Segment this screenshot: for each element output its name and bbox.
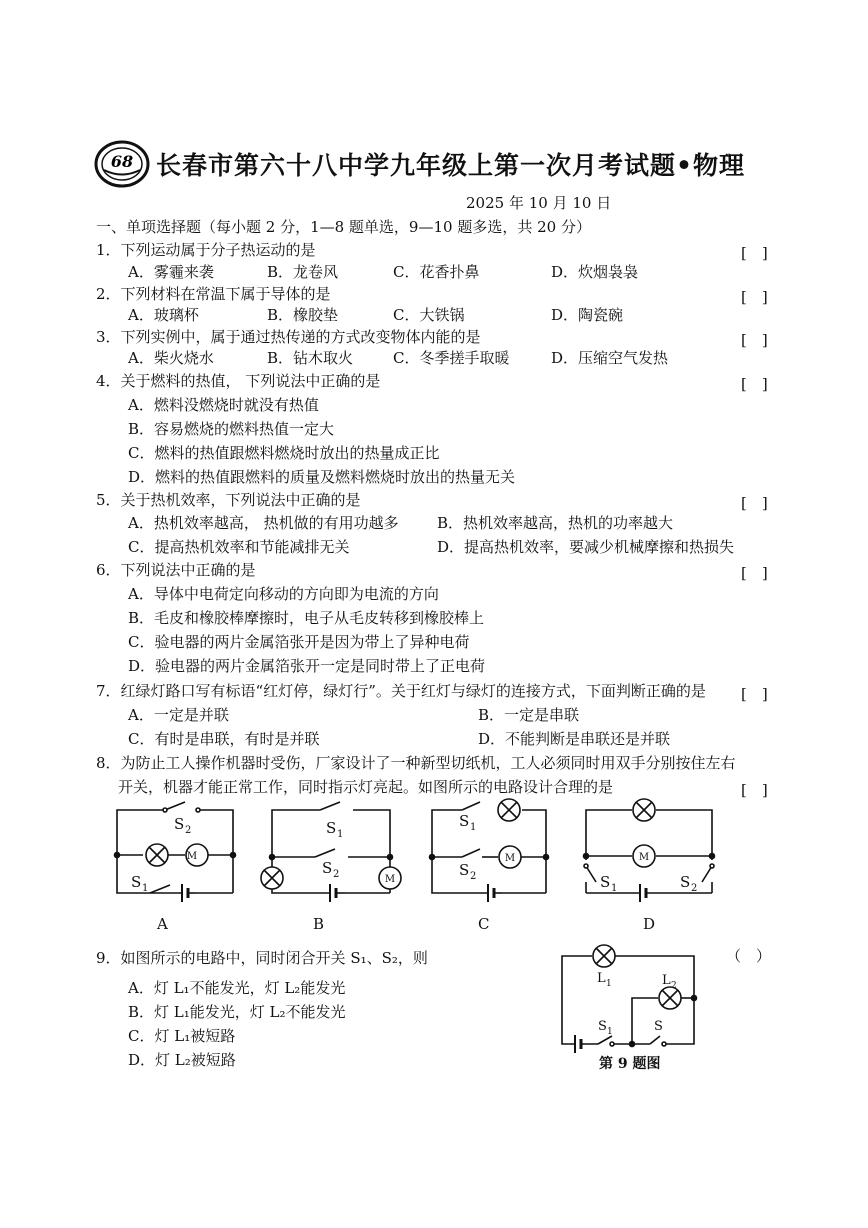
page-title: 长春市第六十八中学九年级上第一次月考试题•物理 (156, 151, 745, 180)
q4-option-b: B．容易燃烧的燃料热值一定大 (128, 420, 335, 438)
svg-text:M: M (186, 851, 198, 862)
q4-option-d: D．燃料的热值跟燃料的质量及燃料燃烧时放出的热量无关 (128, 468, 516, 486)
svg-text:S: S (680, 873, 691, 891)
q6-stem: 6．下列说法中正确的是 (96, 561, 256, 579)
q1-option-a: A．雾霾来袭 (128, 263, 214, 281)
svg-text:2: 2 (671, 981, 677, 991)
q7-option-b: B．一定是串联 (478, 706, 580, 724)
q5-answer-bracket: [ ] (741, 494, 768, 512)
q3-option-c: C．冬季搓手取暖 (393, 349, 510, 367)
q4-answer-bracket: [ ] (741, 375, 768, 393)
q2-stem: 2．下列材料在常温下属于导体的是 (96, 285, 331, 303)
svg-text:M: M (638, 852, 650, 863)
q6-answer-bracket: [ ] (741, 564, 768, 582)
svg-text:1: 1 (607, 1027, 613, 1037)
q9-figure-caption: 第 9 题图 (599, 1056, 661, 1072)
q7-stem: 7．红绿灯路口写有标语“红灯停，绿灯行”。关于红灯与绿灯的连接方式，下面判断正确的是 (96, 682, 706, 700)
q7-option-a: A．一定是并联 (128, 706, 229, 724)
q2-option-d: D．陶瓷碗 (551, 306, 624, 324)
q7-option-d: D．不能判断是串联还是并联 (478, 730, 671, 748)
q6-option-c: C．验电器的两片金属箔张开是因为带上了异种电荷 (128, 633, 470, 651)
q9-stem: 9．如图所示的电路中，同时闭合开关 S₁、S₂，则 (96, 949, 428, 967)
q4-option-c: C．燃料的热值跟燃料燃烧时放出的热量成正比 (128, 444, 440, 462)
q1-option-b: B．龙卷风 (267, 263, 339, 281)
q9-answer-bracket: （ ） (726, 947, 772, 965)
q4-stem: 4．关于燃料的热值， 下列说法中正确的是 (96, 372, 381, 390)
svg-text:68: 68 (110, 152, 134, 171)
svg-text:S: S (654, 1019, 663, 1034)
q3-option-a: A．柴火烧水 (128, 349, 214, 367)
svg-text:1: 1 (337, 829, 344, 840)
q5-option-d: D．提高热机效率，要减少机械摩擦和热损失 (437, 538, 735, 556)
q8-stem-line1: 8．为防止工人操作机器时受伤，厂家设计了一种新型切纸机，工人必须同时用双手分别按住左右 (96, 754, 736, 772)
svg-text:L: L (662, 973, 671, 988)
svg-text:1: 1 (470, 822, 477, 833)
q3-option-d: D．压缩空气发热 (551, 349, 669, 367)
svg-text:2: 2 (185, 825, 192, 836)
exam-date: 2025 年 10 月 10 日 (466, 194, 612, 212)
q5-option-a: A．热机效率越高， 热机做的有用功越多 (128, 514, 399, 532)
circuit-label-c: C (478, 915, 490, 933)
q9-option-b: B．灯 L₁能发光，灯 L₂不能发光 (128, 1003, 346, 1021)
svg-text:S: S (598, 1019, 607, 1034)
svg-text:1: 1 (611, 883, 618, 894)
q3-answer-bracket: [ ] (741, 331, 768, 349)
q1-option-d: D．炊烟袅袅 (551, 263, 639, 281)
q2-option-a: A．玻璃杯 (128, 306, 199, 324)
q7-answer-bracket: [ ] (741, 685, 768, 703)
svg-text:2: 2 (333, 869, 340, 880)
q3-stem: 3．下列实例中，属于通过热传递的方式改变物体内能的是 (96, 328, 481, 346)
svg-text:2: 2 (691, 883, 698, 894)
label-s: S (174, 815, 185, 833)
q8-stem-line2: 开关，机器才能正常工作，同时指示灯亮起。如图所示的电路设计合理的是 (118, 778, 614, 796)
q6-option-a: A．导体中电荷定向移动的方向即为电流的方向 (128, 585, 439, 603)
q2-option-b: B．橡胶垫 (267, 306, 339, 324)
q8-answer-bracket: [ ] (741, 781, 768, 799)
q1-stem: 1．下列运动属于分子热运动的是 (96, 241, 316, 259)
section-heading: 一、单项选择题（每小题 2 分，1—8 题单选，9—10 题多选，共 20 分） (96, 218, 591, 236)
q1-answer-bracket: [ ] (741, 244, 768, 262)
svg-text:M: M (384, 874, 396, 885)
svg-text:S: S (459, 861, 470, 879)
svg-text:S: S (131, 873, 142, 891)
q5-option-c: C．提高热机效率和节能减排无关 (128, 538, 350, 556)
svg-text:S: S (326, 819, 337, 837)
svg-text:1: 1 (606, 979, 612, 989)
svg-text:2: 2 (470, 871, 477, 882)
q5-option-b: B．热机效率越高，热机的功率越大 (437, 514, 674, 532)
q4-option-a: A．燃料没燃烧时就没有热值 (128, 396, 319, 414)
q2-answer-bracket: [ ] (741, 288, 768, 306)
circuit-label-b: B (313, 915, 325, 933)
q2-option-c: C．大铁锅 (393, 306, 465, 324)
circuit-label-a: A (157, 915, 168, 933)
svg-text:S: S (600, 873, 611, 891)
q6-option-d: D．验电器的两片金属箔张开一定是同时带上了正电荷 (128, 657, 486, 675)
q3-option-b: B．钻木取火 (267, 349, 354, 367)
svg-text:L: L (597, 971, 606, 986)
q9-option-a: A．灯 L₁不能发光，灯 L₂能发光 (128, 979, 346, 997)
svg-text:S: S (459, 812, 470, 830)
svg-text:1: 1 (142, 883, 149, 894)
q9-option-c: C．灯 L₁被短路 (128, 1027, 236, 1045)
q1-option-c: C．花香扑鼻 (393, 263, 480, 281)
svg-text:M: M (504, 853, 516, 864)
q9-option-d: D．灯 L₂被短路 (128, 1051, 236, 1069)
q7-option-c: C．有时是串联，有时是并联 (128, 730, 320, 748)
circuit-label-d: D (643, 915, 656, 933)
svg-text:S: S (322, 859, 333, 877)
q5-stem: 5．关于热机效率，下列说法中正确的是 (96, 491, 361, 509)
q6-option-b: B．毛皮和橡胶棒摩擦时，电子从毛皮转移到橡胶棒上 (128, 609, 485, 627)
